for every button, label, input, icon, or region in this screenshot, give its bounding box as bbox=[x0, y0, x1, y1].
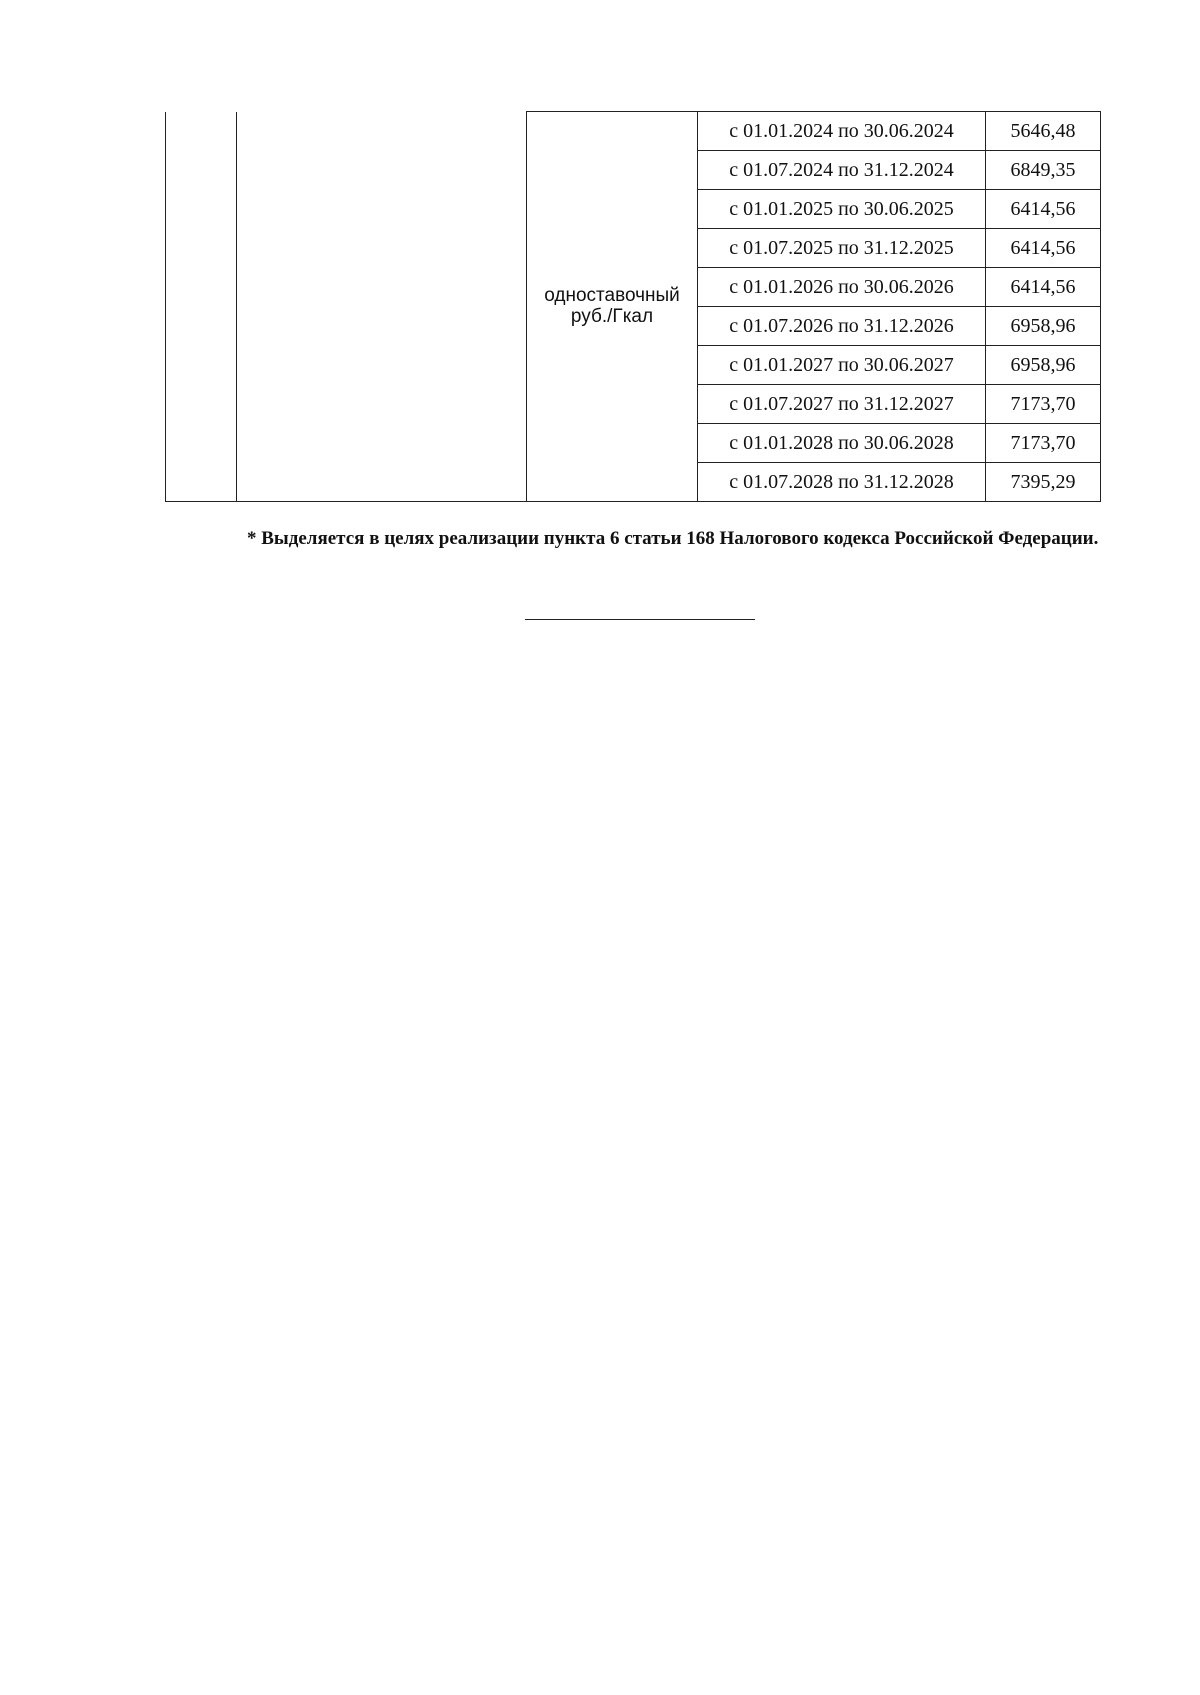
empty-number-cell bbox=[166, 112, 237, 502]
value-cell: 6849,35 bbox=[986, 151, 1101, 190]
value-cell: 6414,56 bbox=[986, 268, 1101, 307]
value-cell: 6414,56 bbox=[986, 190, 1101, 229]
end-divider bbox=[525, 619, 755, 620]
empty-name-cell bbox=[237, 112, 527, 502]
value-cell: 6958,96 bbox=[986, 307, 1101, 346]
value-cell: 7173,70 bbox=[986, 385, 1101, 424]
period-cell: с 01.07.2028 по 31.12.2028 bbox=[698, 463, 986, 502]
rate-type-label: одноставочный bbox=[544, 284, 680, 306]
footnote: * Выделяется в целях реализации пункта 6 статьи 168 Налогового кодекса Российской Федерации. bbox=[247, 528, 1099, 549]
value-cell: 7395,29 bbox=[986, 463, 1101, 502]
value-cell: 6414,56 bbox=[986, 229, 1101, 268]
rate-type-cell bbox=[527, 112, 698, 502]
period-cell: с 01.01.2027 по 30.06.2027 bbox=[698, 346, 986, 385]
unit-label: руб./Гкал bbox=[570, 305, 654, 327]
period-cell: с 01.07.2027 по 31.12.2027 bbox=[698, 385, 986, 424]
tariff-table bbox=[165, 111, 1101, 502]
period-cell: с 01.01.2024 по 30.06.2024 bbox=[698, 112, 986, 151]
period-cell: с 01.07.2024 по 31.12.2024 bbox=[698, 151, 986, 190]
value-cell: 7173,70 bbox=[986, 424, 1101, 463]
table-row bbox=[166, 112, 1101, 151]
period-cell: с 01.07.2025 по 31.12.2025 bbox=[698, 229, 986, 268]
period-cell: с 01.01.2028 по 30.06.2028 bbox=[698, 424, 986, 463]
period-cell: с 01.01.2025 по 30.06.2025 bbox=[698, 190, 986, 229]
value-cell: 5646,48 bbox=[986, 112, 1101, 151]
value-cell: 6958,96 bbox=[986, 346, 1101, 385]
period-cell: с 01.01.2026 по 30.06.2026 bbox=[698, 268, 986, 307]
period-cell: с 01.07.2026 по 31.12.2026 bbox=[698, 307, 986, 346]
